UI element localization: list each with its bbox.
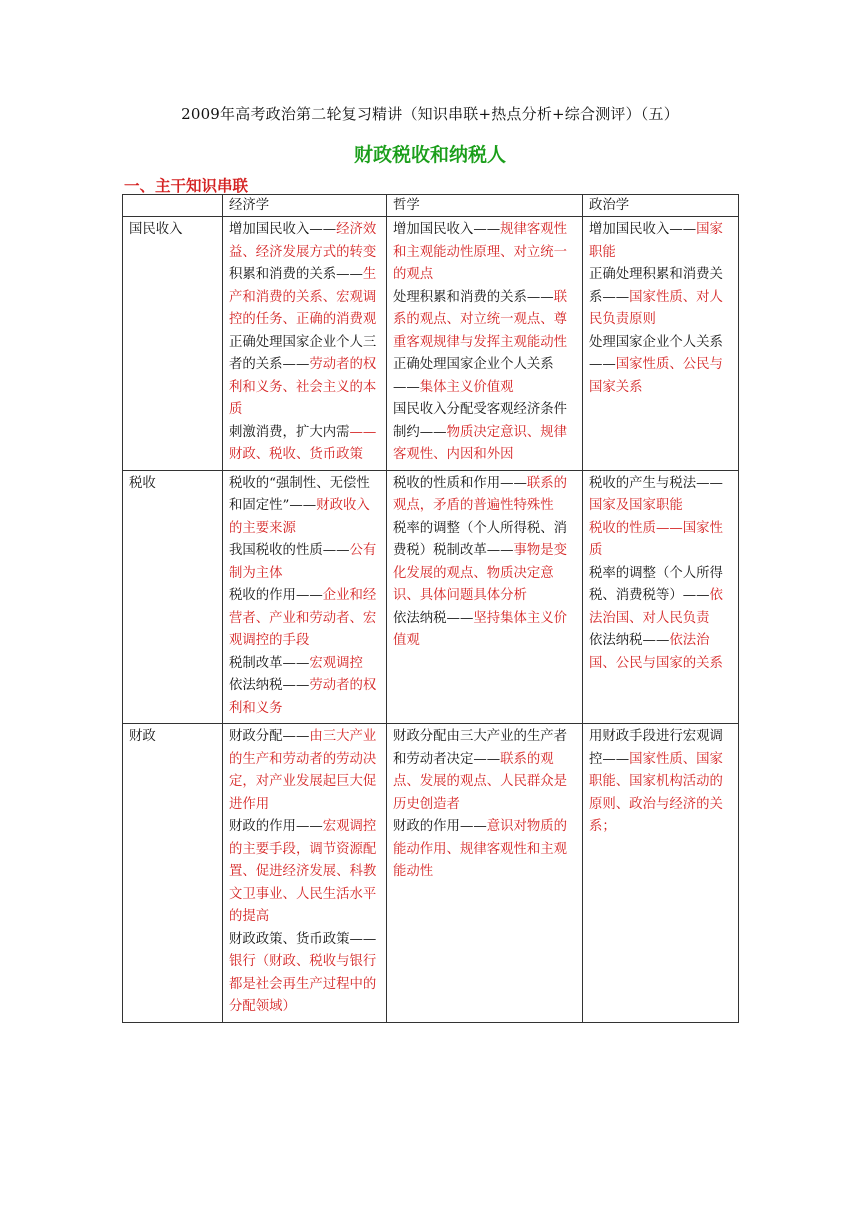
knowledge-table — [122, 194, 739, 1023]
row-label-taxation: 税收 — [123, 470, 223, 724]
highlighted-text: 宏观调控的主要手段，调节资源配置、促进经济发展、科教文卫事业、人民生活水平的提高 — [229, 819, 377, 924]
document-header-title: 2009年高考政治第二轮复习精讲（知识串联+热点分析+综合测评）（五） — [181, 105, 679, 123]
cell-text: 税收的产生与税法—— — [589, 475, 723, 491]
cell-text: 增加国民收入—— — [393, 222, 501, 237]
cell-text: 税率的调整（个人所得税、消费税）税制改革—— — [393, 520, 568, 558]
cell-paragraph — [229, 726, 380, 816]
cell-text: 积累和消费的关系—— — [229, 267, 363, 282]
row-label-national-income: 国民收入 — [123, 217, 223, 471]
highlighted-text: 联系的观点、发展的观点、人民群众是历史创造者 — [393, 751, 568, 812]
cell-paragraph — [229, 422, 380, 467]
cell-text: 用财政手段进行宏观调控—— — [589, 729, 723, 767]
cell-paragraph — [229, 816, 380, 929]
table-row — [123, 470, 739, 724]
highlighted-text: 坚持集体主义价值观 — [393, 610, 568, 648]
column-header-politics: 政治学 — [583, 195, 739, 217]
cell-text: 财政分配由三大产业的生产者和劳动者决定—— — [393, 729, 568, 767]
table-row — [123, 217, 739, 471]
cell-text: 正确处理国家企业个人三者的关系—— — [229, 334, 377, 372]
highlighted-text: 财政收入的主要来源 — [229, 498, 370, 536]
cell-text: 财政分配—— — [229, 729, 310, 744]
cell-text: 财政的作用—— — [393, 819, 487, 834]
politics-cell — [583, 470, 739, 724]
highlighted-text: 联系的观点，矛盾的普遍性特殊性 — [393, 475, 568, 513]
economics-cell — [223, 724, 387, 1023]
highlighted-text: 国家职能 — [589, 222, 723, 260]
column-header-economics: 经济学 — [223, 195, 387, 217]
column-header-empty — [123, 195, 223, 217]
cell-text: 税收的“强制性、无偿性和固定性”—— — [229, 475, 370, 513]
philosophy-cell — [387, 724, 583, 1023]
highlighted-text: 依法治国、公民与国家的关系 — [589, 633, 723, 671]
cell-paragraph — [589, 726, 732, 839]
highlighted-text: 集体主义价值观 — [419, 379, 514, 395]
document-main-title: 财政税收和纳税人 — [353, 144, 506, 166]
cell-paragraph — [229, 264, 380, 332]
column-header-philosophy: 哲学 — [387, 195, 583, 217]
philosophy-cell — [387, 217, 583, 471]
politics-cell — [583, 724, 739, 1023]
cell-text: 依法纳税—— — [229, 678, 310, 693]
highlighted-text: 由三大产业的生产和劳动者的劳动决定，对产业发展起巨大促进作用 — [229, 729, 377, 812]
cell-paragraph — [229, 675, 380, 720]
cell-paragraph — [229, 653, 380, 676]
cell-text: 刺激消费，扩大内需 — [229, 424, 350, 440]
cell-paragraph — [393, 354, 576, 399]
cell-text: 正确处理国家企业个人关系—— — [393, 357, 554, 395]
table-row — [123, 724, 739, 1023]
cell-paragraph — [393, 816, 576, 884]
cell-paragraph — [229, 332, 380, 422]
cell-text: 财政政策、货币政策—— — [229, 931, 377, 947]
row-label-finance: 财政 — [123, 724, 223, 1023]
economics-cell — [223, 217, 387, 471]
cell-paragraph — [393, 726, 576, 816]
cell-paragraph — [229, 929, 380, 1019]
highlighted-text: 国家及国家职能 — [589, 498, 683, 513]
cell-paragraph — [393, 473, 576, 518]
philosophy-cell — [387, 470, 583, 724]
cell-text: 财政的作用—— — [229, 819, 323, 834]
cell-text: 增加国民收入—— — [229, 222, 337, 237]
highlighted-text: 公有制为主体 — [229, 543, 377, 581]
highlighted-text: 劳动者的权利和义务、社会主义的本质 — [229, 357, 377, 417]
highlighted-text: 意识对物质的能动作用、规律客观性和主观能动性 — [393, 819, 568, 879]
highlighted-text: 依法治国、对人民负责 — [589, 588, 723, 626]
highlighted-text: 宏观调控 — [309, 655, 363, 671]
highlighted-text: 国家性质、对人民负责原则 — [589, 289, 723, 327]
highlighted-text: 国家性质、公民与国家关系 — [589, 357, 723, 395]
highlighted-text: 劳动者的权利和义务 — [229, 678, 377, 716]
highlighted-text: 银行（财政、税收与银行都是社会再生产过程中的分配领域） — [229, 954, 377, 1014]
cell-text: 处理积累和消费的关系—— — [393, 289, 554, 305]
table-header-row — [123, 195, 739, 217]
highlighted-text: 事物是变化发展的观点、物质决定意识、具体问题具体分析 — [393, 543, 568, 603]
section-heading: 一、主干知识串联 — [124, 177, 249, 195]
highlighted-text: 企业和经营者、产业和劳动者、宏观调控的手段 — [229, 588, 377, 648]
highlighted-text: 物质决定意识、规律客观性、内因和外因 — [393, 424, 568, 462]
cell-paragraph — [589, 563, 732, 631]
cell-text: 处理国家企业个人关系—— — [589, 334, 723, 372]
cell-paragraph — [393, 518, 576, 608]
highlighted-text: 规律客观性和主观能动性原理、对立统一的观点 — [393, 222, 568, 282]
highlighted-text: 国家性质、国家职能、国家机构活动的原则、政治与经济的关系； — [589, 751, 723, 834]
cell-text: 税收的作用—— — [229, 588, 323, 603]
highlighted-text: 税收的性质—— — [589, 520, 683, 536]
highlighted-text: 经济效益、经济发展方式的转变 — [229, 222, 377, 260]
cell-text: 我国税收的性质—— — [229, 543, 350, 558]
cell-paragraph — [229, 473, 380, 541]
cell-paragraph — [393, 219, 576, 287]
highlighted-text: 生产和消费的关系、宏观调控的任务、正确的消费观 — [229, 267, 377, 327]
cell-text: 正确处理积累和消费关系—— — [589, 267, 723, 305]
cell-paragraph — [589, 473, 732, 518]
cell-paragraph — [589, 518, 732, 563]
highlighted-text: 国家性质 — [589, 520, 723, 558]
cell-text: 税制改革—— — [229, 655, 310, 671]
cell-paragraph — [393, 287, 576, 355]
cell-text: 增加国民收入—— — [589, 222, 697, 237]
cell-text: 税收的性质和作用—— — [393, 475, 527, 491]
cell-text: 税率的调整（个人所得税、消费税等）—— — [589, 565, 723, 603]
economics-cell — [223, 470, 387, 724]
cell-paragraph — [229, 540, 380, 585]
cell-paragraph — [589, 264, 732, 332]
cell-paragraph — [589, 630, 732, 675]
cell-paragraph — [229, 219, 380, 264]
cell-paragraph — [229, 585, 380, 653]
cell-text: 依法纳税—— — [589, 633, 670, 648]
highlighted-text: ——财政、税收、货币政策 — [229, 424, 377, 462]
cell-paragraph — [393, 399, 576, 467]
cell-paragraph — [589, 332, 732, 400]
politics-cell — [583, 217, 739, 471]
cell-text: 国民收入分配受客观经济条件制约—— — [393, 402, 568, 440]
cell-paragraph — [589, 219, 732, 264]
highlighted-text: 联系的观点、对立统一观点、尊重客观规律与发挥主观能动性 — [393, 289, 568, 350]
cell-paragraph — [393, 608, 576, 653]
cell-text: 依法纳税—— — [393, 610, 474, 626]
